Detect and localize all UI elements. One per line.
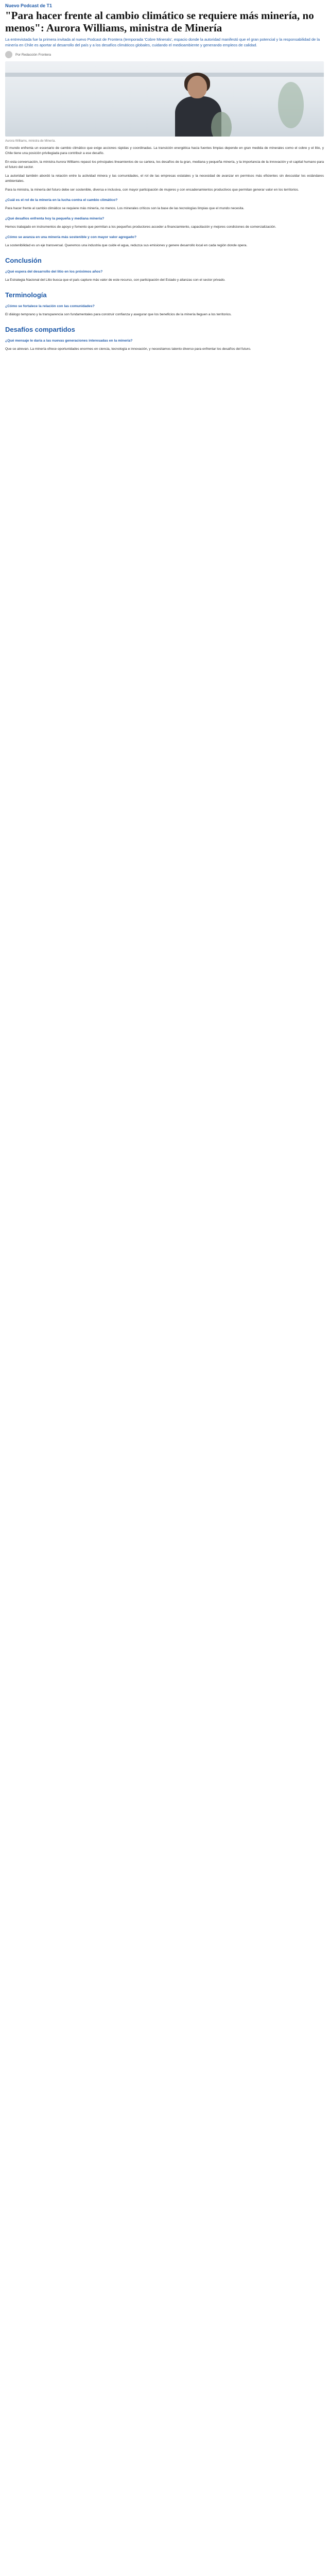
article-lede: La entrevistada fue la primera invitada al nuevo Podcast de Frontera (temporada 'Cobre Minerals', espacio donde la autoridad manifestó que el gran potencial y la responsabilidad de la minería en Chile es aportar al desarrollo del país y a los desafíos climáticos globales, cuidando el medioambiente y generando empleos de calidad.: [5, 37, 320, 47]
section-heading: Terminología: [5, 291, 47, 299]
article-title: "Para hacer frente al cambio climático se requiere más minería, no menos": Aurora Williams, ministra de Minería: [5, 9, 314, 34]
paragraph: Para la ministra, la minería del futuro debe ser sostenible, diversa e inclusiva, con mayor participación de mujeres y con encadenamientos productivos que permitan generar valor en los territorios.: [5, 188, 299, 192]
hero-shelf: [5, 73, 324, 77]
answer: La Estrategia Nacional del Litio busca que el país capture más valor de este recurso, con participación del Estado y alianzas con el sector privado.: [5, 278, 226, 282]
question: ¿Cómo se avanza en una minería más sostenible y con mayor valor agregado?: [5, 235, 136, 239]
section-heading: Desafíos compartidos: [5, 326, 75, 333]
answer: El diálogo temprano y la transparencia son fundamentales para construir confianza y asegurar que los beneficios de la minería lleguen a los territorios.: [5, 313, 232, 316]
question: ¿Qué desafíos enfrenta hoy la pequeña y mediana minería?: [5, 217, 105, 221]
answer: La sostenibilidad es un eje transversal. Queremos una industria que cuide el agua, reduzca sus emisiones y genere desarrollo local en cada región donde opera.: [5, 244, 248, 247]
hero-person: [175, 76, 221, 137]
article-continuation: [5, 355, 324, 1783]
author[interactable]: Por Redacción Frontera: [15, 53, 51, 57]
hero-image: [5, 61, 324, 137]
answer: Que se atrevan. La minería ofrece oportunidades enormes en ciencia, tecnología e innovación, y necesitamos talento diverso para enfrentar los desafíos del futuro.: [5, 347, 251, 351]
paragraph: El mundo enfrenta un escenario de cambio climático que exige acciones rápidas y coordinadas. La transición energética hacia fuentes limpias depende en gran medida de minerales como el cobre y el litio, y Chile tiene una posición privilegiada para contribuir a ese desafío.: [5, 146, 324, 155]
kicker[interactable]: Nuevo Podcast de T1: [5, 3, 53, 8]
hero-plant-right: [278, 82, 304, 128]
hero-plant: [211, 112, 232, 137]
hero-person-head: [187, 76, 207, 98]
byline: [5, 51, 324, 58]
question: ¿Qué espera del desarrollo del litio en los próximos años?: [5, 270, 103, 274]
section-heading: Conclusión: [5, 257, 42, 264]
question: ¿Qué mensaje le daría a las nuevas generaciones interesadas en la minería?: [5, 339, 133, 343]
avatar: [5, 51, 12, 58]
answer: Para hacer frente al cambio climático se requiere más minería, no menos. Los minerales críticos son la base de las tecnologías limpias que el mundo necesita.: [5, 207, 245, 210]
question: ¿Cómo se fortalece la relación con las comunidades?: [5, 304, 95, 308]
article-page: [0, 3, 329, 1783]
question: ¿Cuál es el rol de la minería en la lucha contra el cambio climático?: [5, 198, 118, 202]
paragraph: En esta conversación, la ministra Aurora Williams repasó los principales lineamientos de su cartera, los desafíos de la gran, mediana y pequeña minería, y la importancia de la innovación y el capital humano para el futuro del sector.: [5, 160, 324, 169]
hero-caption: Aurora Williams, ministra de Minería.: [5, 140, 56, 143]
paragraph: La autoridad también abordó la relación entre la actividad minera y las comunidades, el rol de las empresas estatales y la necesidad de avanzar en permisos más eficientes sin descuidar los estándares ambientales.: [5, 174, 324, 183]
answer: Hemos trabajado en instrumentos de apoyo y fomento que permitan a los pequeños productores acceder a financiamiento, capacitación y mejores condiciones de comercialización.: [5, 225, 276, 229]
